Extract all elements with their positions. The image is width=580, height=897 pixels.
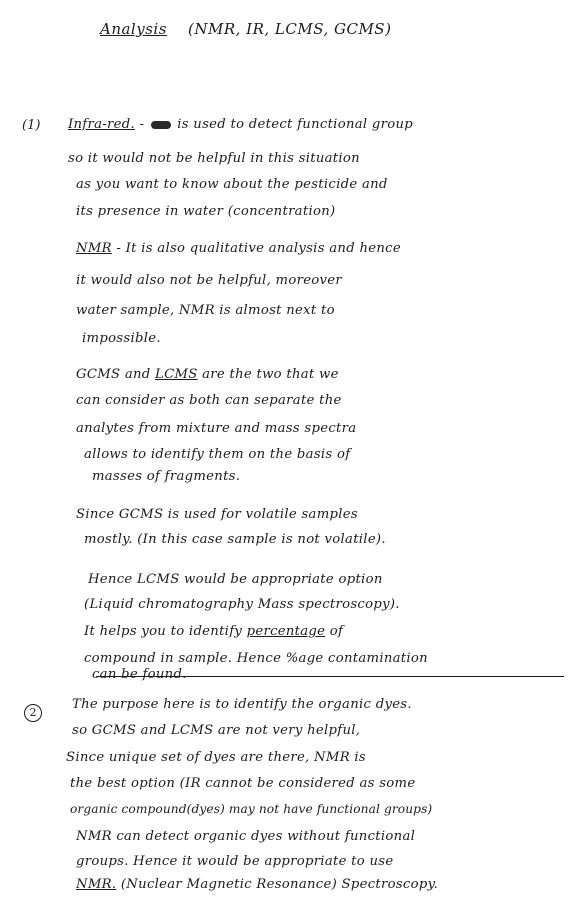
s1-line-7: water sample, NMR is almost next to (76, 303, 335, 318)
s1-line-19: compound in sample. Hence %age contamination (84, 651, 428, 666)
s1-line-14: Since GCMS is used for volatile samples (76, 507, 358, 522)
s1-line-12: allows to identify them on the basis of (84, 447, 351, 462)
section-divider (96, 676, 564, 677)
s1-line-1: Infra-red. - is used to detect functional group (68, 117, 414, 132)
s1-line-15: mostly. (In this case sample is not volatile). (84, 532, 386, 547)
s1-line-6: it would also not be helpful, moreover (76, 273, 343, 288)
s1-line-11: analytes from mixture and mass spectra (76, 421, 357, 436)
s2-line-3: Since unique set of dyes are there, NMR is (66, 750, 366, 765)
s1-line-9: GCMS and LCMS are the two that we (76, 367, 339, 382)
s1-line-10: can consider as both can separate the (76, 393, 342, 408)
s1-line-16: Hence LCMS would be appropriate option (88, 572, 383, 587)
s2-line-5: organic compound(dyes) may not have functional groups) (70, 802, 433, 816)
title-subtitle: (NMR, IR, LCMS, GCMS) (187, 20, 392, 38)
s1-line-5: NMR - It is also qualitative analysis and hence (76, 241, 401, 256)
s1-line-18: It helps you to identify percentage of (84, 624, 344, 639)
s2-line-8: NMR. (Nuclear Magnetic Resonance) Spectroscopy. (76, 877, 439, 892)
s2-line-2: so GCMS and LCMS are not very helpful, (72, 723, 361, 738)
s1-line-4: its presence in water (concentration) (76, 204, 336, 219)
section-1-number: (1) (22, 118, 41, 133)
s1-line-13: masses of fragments. (92, 469, 241, 484)
s2-line-6: NMR can detect organic dyes without functional (76, 829, 416, 844)
s2-line-4: the best option (IR cannot be considered as some (70, 776, 416, 791)
crossed-out-scribble (151, 121, 171, 129)
title-main: Analysis (100, 20, 167, 38)
s1-line-3: as you want to know about the pesticide and (76, 177, 388, 192)
s2-line-7: groups. Hence it would be appropriate to use (76, 854, 394, 869)
s2-line-1: The purpose here is to identify the organic dyes. (72, 697, 412, 712)
s1-line-8: impossible. (82, 331, 161, 346)
section-2-number: 2 (24, 704, 42, 722)
page-title (100, 20, 391, 38)
s1-line-20: can be found. (92, 667, 187, 682)
s1-line-2: so it would not be helpful in this situation (68, 151, 360, 166)
s1-line-17: (Liquid chromatography Mass spectroscopy). (84, 597, 400, 612)
